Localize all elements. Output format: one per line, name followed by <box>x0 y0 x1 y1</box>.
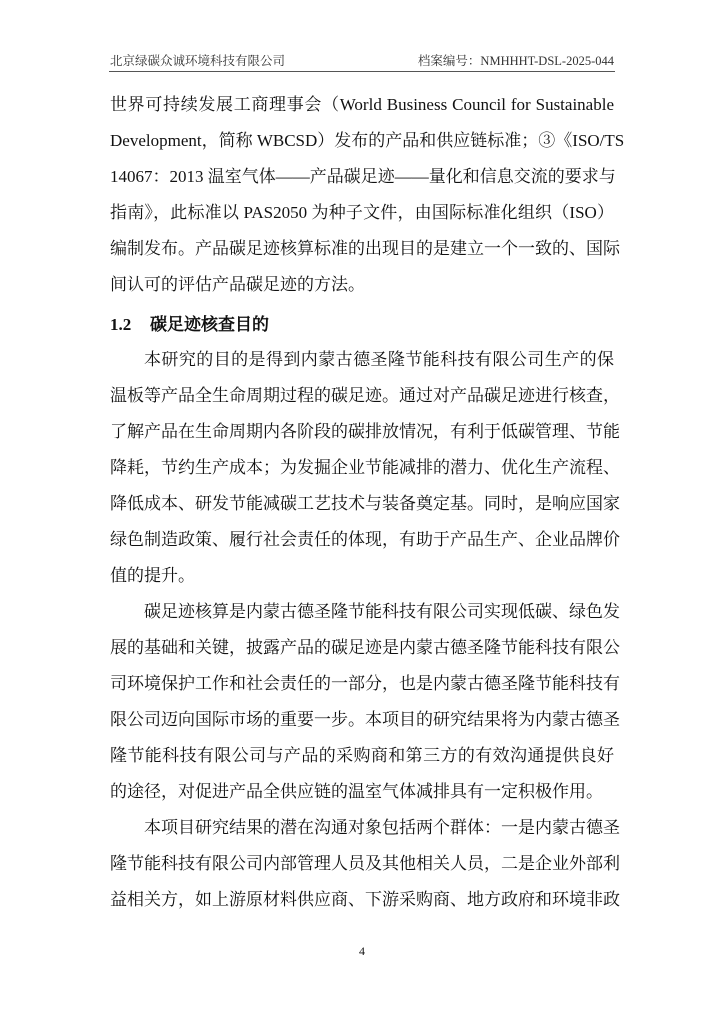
para1-line: 间认可的评估产品碳足迹的方法。 <box>110 275 365 294</box>
para1-line: Development，简称 WBCSD）发布的产品和供应链标准；③《ISO/TS <box>110 131 625 150</box>
para3-line: 展的基础和关键，披露产品的碳足迹是内蒙古德圣隆节能科技有限公 <box>110 638 620 657</box>
header-rule <box>109 71 615 72</box>
para2-line: 本研究的目的是得到内蒙古德圣隆节能科技有限公司生产的保 <box>144 350 614 369</box>
para2-line: 降耗，节约生产成本；为发掘企业节能减排的潜力、优化生产流程、 <box>110 458 620 477</box>
para2-line: 绿色制造政策、履行社会责任的体现，有助于产品生产、企业品牌价 <box>110 530 620 549</box>
para1-line: 世界可持续发展工商理事会（World Business Council for Sustainable <box>110 95 614 114</box>
para2-line: 温板等产品全生命周期过程的碳足迹。通过对产品碳足迹进行核查， <box>110 386 620 405</box>
para3-line: 隆节能科技有限公司与产品的采购商和第三方的有效沟通提供良好 <box>110 746 614 765</box>
para3-line: 限公司迈向国际市场的重要一步。本项目的研究结果将为内蒙古德圣 <box>110 710 620 729</box>
para2-line: 了解产品在生命周期内各阶段的碳排放情况，有利于低碳管理、节能 <box>110 422 620 441</box>
header-company: 北京绿碳众诚环境科技有限公司 <box>110 54 286 68</box>
para2-line: 降低成本、研发节能减碳工艺技术与装备奠定基。同时，是响应国家 <box>110 494 620 513</box>
para3-line: 的途径，对促进产品全供应链的温室气体减排具有一定积极作用。 <box>110 782 603 801</box>
section-number: 1.2 <box>110 315 132 334</box>
section-heading <box>110 313 269 337</box>
para3-line: 司环境保护工作和社会责任的一部分，也是内蒙古德圣隆节能科技有 <box>110 674 620 693</box>
para1-line: 编制发布。产品碳足迹核算标准的出现目的是建立一个一致的、国际 <box>110 239 620 258</box>
page-number: 4 <box>359 944 365 958</box>
section-title: 碳足迹核查目的 <box>150 315 269 334</box>
para4-line: 隆节能科技有限公司内部管理人员及其他相关人员，二是企业外部利 <box>110 854 620 873</box>
para2-line: 值的提升。 <box>110 566 195 585</box>
para3-line: 碳足迹核算是内蒙古德圣隆节能科技有限公司实现低碳、绿色发 <box>144 602 620 621</box>
para4-line: 本项目研究结果的潜在沟通对象包括两个群体：一是内蒙古德圣 <box>144 818 620 837</box>
para1-line: 指南》，此标准以 PAS2050 为种子文件，由国际标准化组织（ISO） <box>110 203 614 222</box>
para4-line: 益相关方，如上游原材料供应商、下游采购商、地方政府和环境非政 <box>110 890 620 909</box>
header-file-number: 档案编号：NMHHHT-DSL-2025-044 <box>417 54 614 68</box>
para1-line: 14067：2013 温室气体——产品碳足迹——量化和信息交流的要求与 <box>110 167 616 186</box>
